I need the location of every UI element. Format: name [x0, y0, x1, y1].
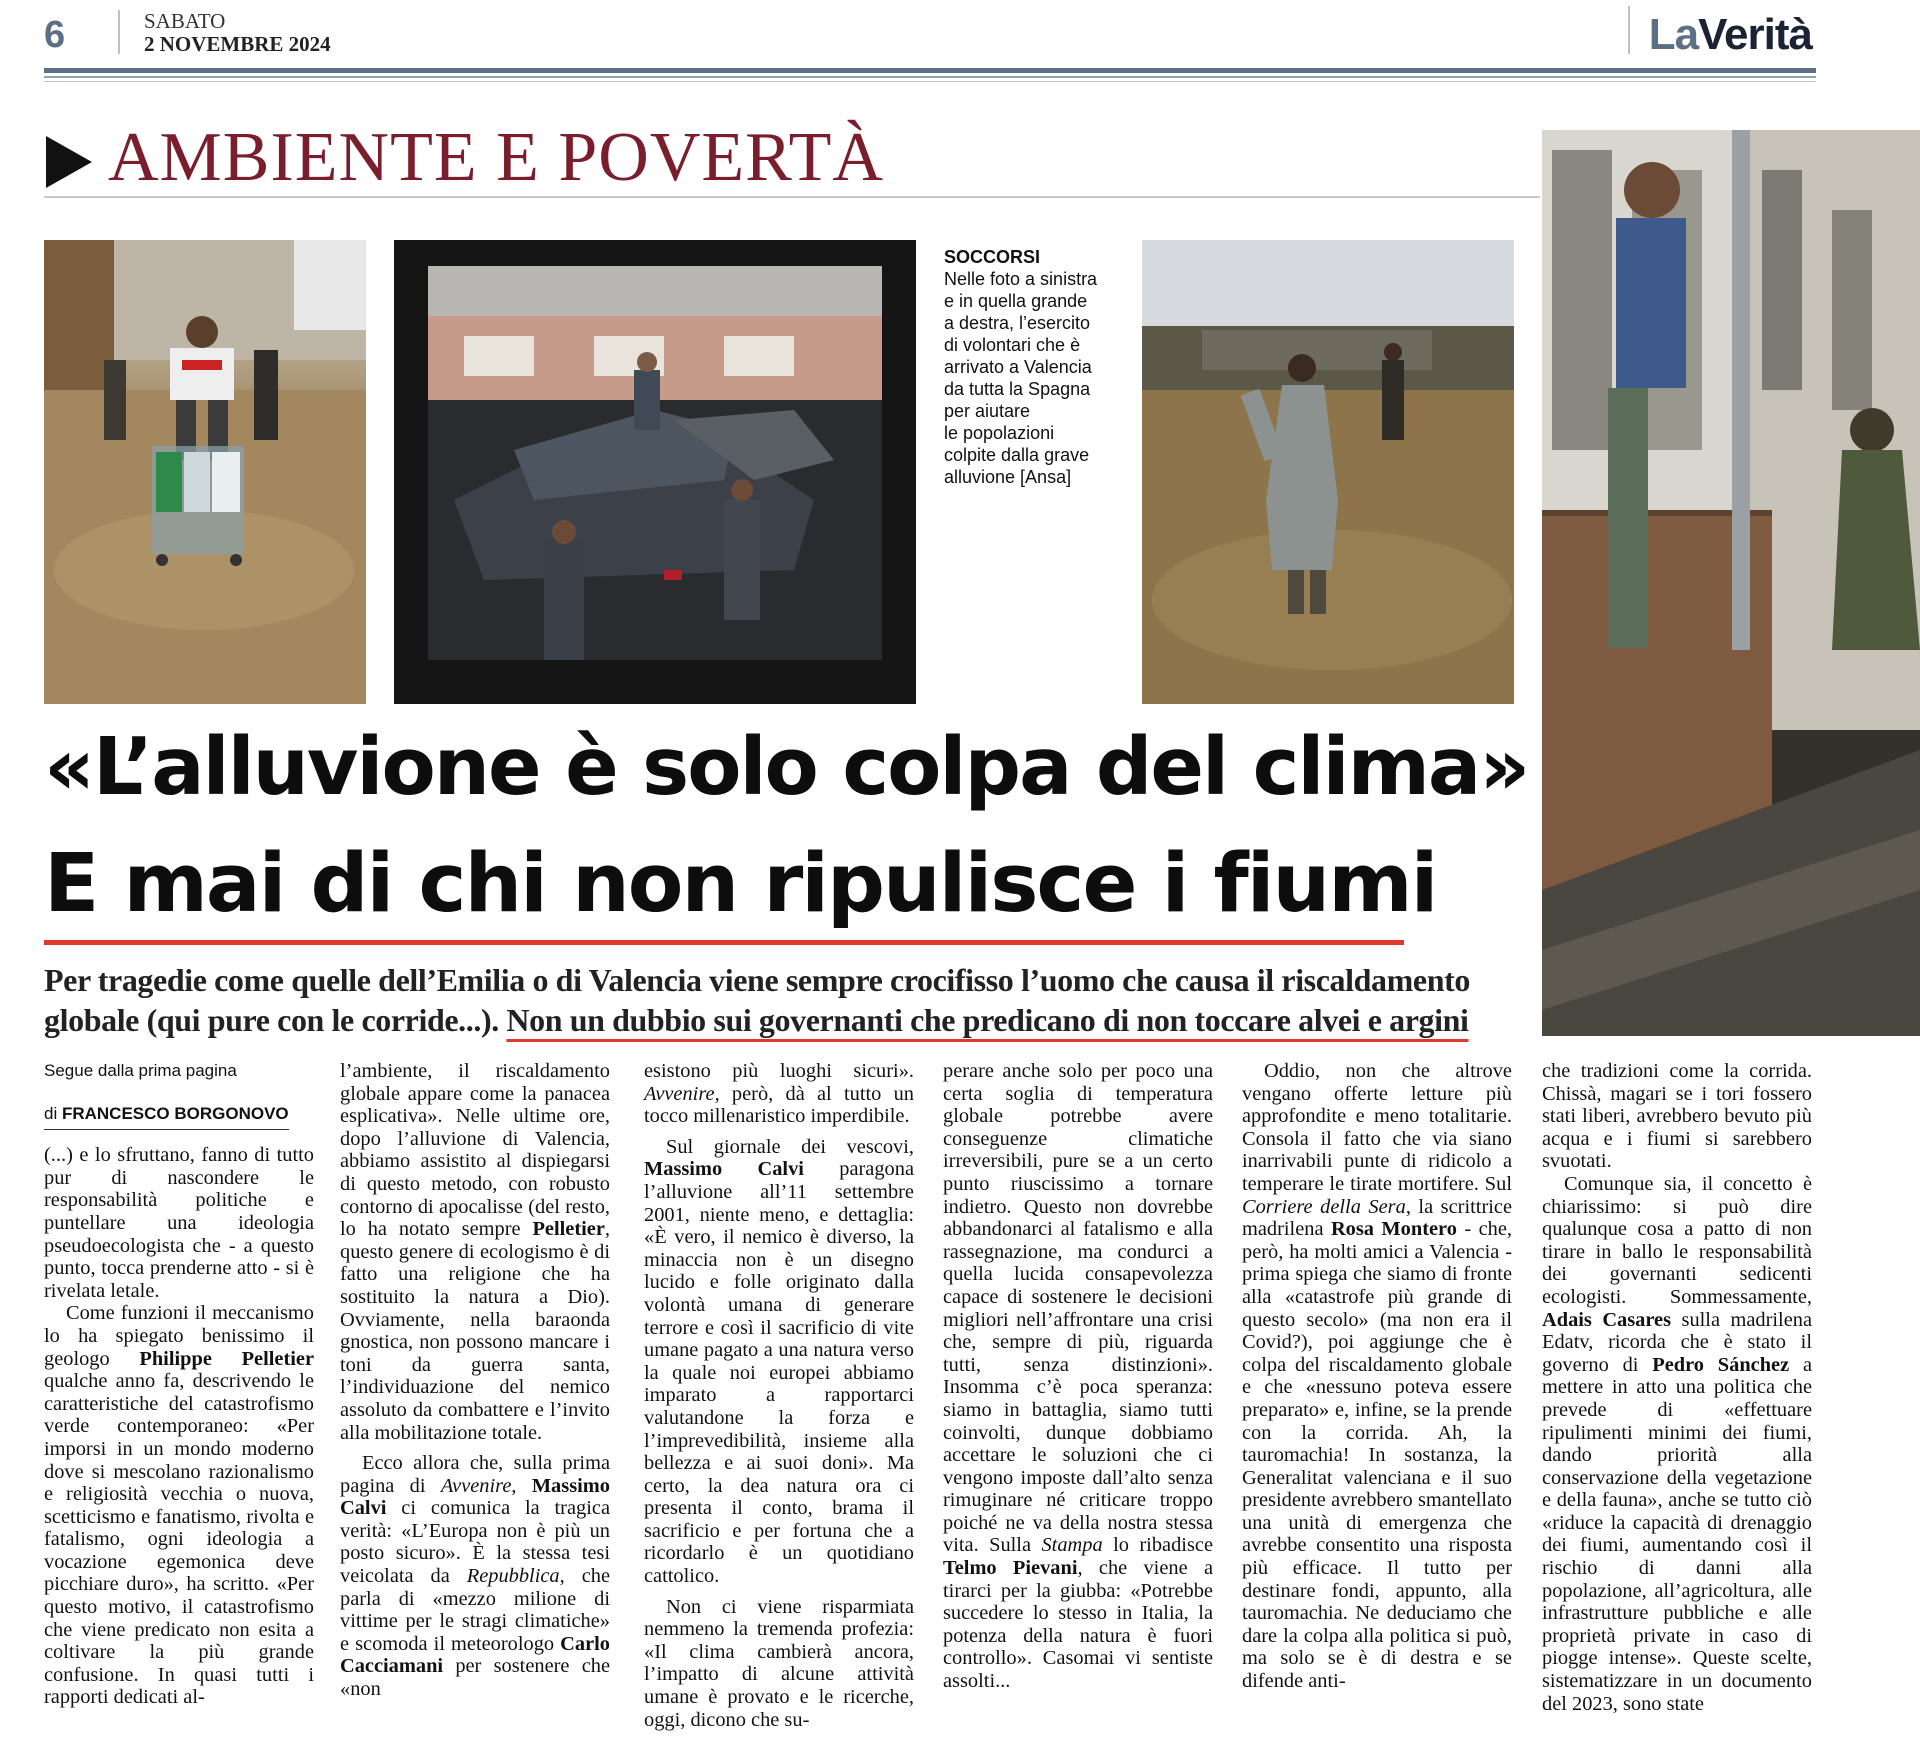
text: a mettere in atto una politica che prevede di «effettuare ripulimenti minimi dei fiumi, dando priorità alla conservazione della vegetazione e della fauna», anche se tutto ciò «riduce la capacità di drenaggio dei fiumi, aumentando così il rischio di danni alla popolazione, all’agricoltura, alle infrastrutture pubbliche e alle proprietà private in caso di piogge intense». Queste scelte, sistematizzare in un documento del 2023, sono state [1542, 1353, 1812, 1715]
subheadline-underlined: Non un dubbio sui governanti che predicano di non toccare alvei e argini [506, 1002, 1469, 1038]
paragraph [340, 1060, 610, 1444]
paragraph [644, 1136, 914, 1588]
paragraph [1242, 1060, 1512, 1693]
person-name: Telmo Pievani [943, 1557, 1078, 1580]
person-name: Pedro Sánchez [1652, 1353, 1790, 1376]
photo-street-graphic [1542, 130, 1920, 1036]
text: per sostenere che «non [340, 1655, 610, 1701]
person-name: Massimo Calvi [340, 1474, 610, 1520]
person-name: Carlo Cacciamani [340, 1632, 610, 1678]
paragraph: (...) e lo sfruttano, fanno di tutto pur di nascondere le responsabilità politiche e puntellare una ideologia pseudoecologista che - a questo punto, tocca prenderne atto - si è rivelata letale. [44, 1144, 314, 1302]
section-arrow-icon [46, 136, 92, 188]
masthead-rule-thin [44, 76, 1816, 78]
page-number: 6 [44, 14, 66, 56]
article-column-1 [44, 1060, 314, 1709]
logo-divider [1628, 6, 1630, 54]
publication-name: Avvenire [644, 1082, 715, 1105]
text: , però, dà al tutto un tocco millenaristico imperdibile. [644, 1082, 914, 1128]
issue-date [118, 10, 331, 54]
logo-la: La [1648, 10, 1699, 59]
issue-day: SABATO [144, 9, 226, 33]
subheadline-part-a: globale (qui pure con le corride...). [44, 1002, 499, 1038]
text: , che parla di «mezzo milione di vittime per le stragi climatiche» e scomoda il meteorologo [340, 1565, 610, 1655]
person-name: Rosa Montero [1330, 1218, 1457, 1241]
issue-date-text: 2 NOVEMBRE 2024 [144, 32, 331, 56]
text: Ecco allora che, sulla prima pagina di [340, 1452, 610, 1497]
headline-line-2: E mai di chi non ripulisce i fiumi [44, 837, 1437, 931]
caption-line: Nelle foto a sinistra [944, 269, 1098, 289]
article-column-6 [1542, 1060, 1812, 1715]
masthead-rule-hairline [44, 81, 1816, 82]
person-name: Pelletier [532, 1218, 605, 1241]
caption-line: colpite dalla grave [944, 445, 1090, 465]
caption-line: da tutta la Spagna [944, 379, 1091, 399]
caption-title: SOCCORSI [944, 247, 1041, 267]
publication-name: Repubblica [466, 1565, 560, 1588]
text: sulla madrilena Edatv, ricorda che è stato il governo di [1542, 1308, 1812, 1376]
text: , [511, 1474, 532, 1497]
text: Sul giornale dei vescovi, [666, 1135, 914, 1158]
caption-line: per aiutare [944, 401, 1031, 421]
text: l’ambiente, il riscaldamento globale appare come la panacea esplicativa». Nelle ultime ore, dopo l’alluvione di Valencia, abbiamo assistito al dispiegarsi di questo metodo, con robusto contorno di apocalisse (del resto, lo ha notato sempre [340, 1060, 610, 1241]
text: lo ribadisce [1102, 1534, 1213, 1557]
section-rule [44, 196, 1540, 198]
article-column-4 [943, 1060, 1213, 1693]
paragraph [44, 1302, 314, 1709]
photo-caption [944, 246, 1140, 488]
author-name: FRANCESCO BORGONOVO [61, 1103, 289, 1123]
caption-line: le popolazioni [944, 423, 1055, 443]
text: Comunque sia, il concetto è chiarissimo: si può dire qualunque cosa a patto di non tirare in ballo le responsabilità dei governanti sedicenti ecologisti. Sommessamente, [1542, 1172, 1812, 1308]
caption-line: a destra, l’esercito [944, 313, 1091, 333]
photo-street-cleanup [1542, 130, 1920, 1036]
byline-prefix: di [44, 1103, 58, 1123]
paragraph [1542, 1173, 1812, 1715]
subheadline-line-1: Per tragedie come quelle dell’Emilia o di Valencia viene sempre crocifisso l’uomo che causa il riscaldamento [44, 962, 1470, 998]
text: , questo genere di ecologismo è di fatto una religione che ha sostituito la natura a Dio). Ovviamente, nella baraonda gnostica, non possono mancare i toni da guerra santa, l’individuazione del nemico assoluto da combattere e l’invito alla mobilitazione totale. [340, 1218, 610, 1444]
segue-note: Segue dalla prima pagina [44, 1061, 237, 1080]
photo-piled-cars [394, 240, 916, 704]
text: , che viene a tirarci per la giubba: «Potrebbe succedere lo stesso in Italia, la potenza della natura è fuori controllo». Casomai vi sentiste assolti... [943, 1557, 1213, 1693]
photo-woman-floodwater [1142, 240, 1514, 704]
person-name: Philippe Pelletier [139, 1347, 315, 1370]
paragraph [340, 1452, 610, 1701]
caption-line: arrivato a Valencia [944, 357, 1092, 377]
text: paragona l’alluvione all’11 settembre 2001, niente meno, e dettaglia: «È vero, il nemico è diverso, la minaccia non è un disegno lucido e folle originato dalla volontà umana di generare terrore e così il sacrificio di vite umane pagato a una natura verso la quale noi europei abbiamo imparato a rapportarci valutandone la forza e l’imprevedibilità, insieme alla bellezza e ai suoi doni». Ma certo, la dea natura ora ci presenta il conto, brama il sacrificio e per fortuna che a ricordarlo è un quotidiano cattolico. [644, 1158, 914, 1588]
subheadline-line-2 [44, 1000, 1469, 1040]
paragraph [644, 1060, 914, 1128]
person-name: Massimo Calvi [644, 1158, 804, 1181]
caption-line: alluvione [Ansa] [944, 467, 1072, 487]
text: perare anche solo per poco una certa soglia di temperatura globale potrebbe avere conseguenze climatiche irreversibili, pure se a un certo punto riuscissimo a tornare indietro. Questo non dovrebbe abbandonarci al fatalismo e alla rassegnazione, ma condurci a quella lucida consapevolezza capace di sostenere le decisioni migliori nell’affrontare una crisi che, sempre di più, riguarda tutti, senza distinzioni». Insomma c’è poca speranza: siamo in battaglia, siamo tutti coinvolti, dunque dobbiamo accettare le soluzioni che ci vengono imposte dall’alto senza rimuginare né criticare troppo poiché ne va della nostra stessa vita. Sulla [943, 1060, 1213, 1557]
photo-cart-graphic [44, 240, 366, 704]
paragraph: che tradizioni come la corrida. Chissà, magari se i tori fossero stati liberi, avrebbero bevuto più acqua e i fiumi si sarebbero svuotati. [1542, 1060, 1812, 1173]
text: ci comunica la tragica verità: «L’Europa non è più un posto sicuro». È la stessa tesi veicolata da [340, 1497, 610, 1588]
photo-woman-graphic [1142, 240, 1514, 704]
headline-underline [44, 940, 1404, 945]
paragraph: Non ci viene risparmiata nemmeno la tremenda profezia: «Il clima cambierà ancora, l’impatto di alcune attività umane è provato e le ricerche, oggi, dicono che su- [644, 1595, 914, 1731]
logo-verita: Verità [1698, 10, 1812, 59]
photo-cars-graphic [394, 240, 916, 704]
publication-name: Corriere della Sera [1242, 1195, 1406, 1218]
publication-name: Stampa [1041, 1534, 1103, 1557]
article-column-2 [340, 1060, 610, 1701]
text: - che, però, ha molti amici a Valencia - prima spiega che siamo di fronte alla «catastrofe più grande di questo secolo» (ma non era il Covid?), poi aggiunge che è colpa del riscaldamento globale e che «nessuno poteva essere preparato» e, infine, se la prende con la corrida. Ah, la tauromachia! In sostanza, la Generalitat valenciana e il suo presidente avrebbero smantellato una unità di emergenza che avrebbe consentito una risposta più efficace. Il tutto per destinare fondi, appunto, alla tauromachia. Ne deduciamo che dare la colpa alla politica si può, ma solo se è di destra e se difende anti- [1242, 1218, 1512, 1693]
text: esistono più luoghi sicuri». [644, 1060, 914, 1082]
publication-name: Avvenire [440, 1474, 512, 1497]
section-title: AMBIENTE E POVERTÀ [108, 119, 884, 196]
paragraph [943, 1060, 1213, 1693]
text: qualche anno fa, descrivendo le caratteristiche del catastrofismo verde contemporaneo: «Per imporsi in un mondo moderno dove si mescolano razionalismo e religiosità vecchia o nuova, scetticismo e fanatismo, rivolta e fatalismo, ogni ideologia a vocazione egemonica deve picchiare duro», ha scritto. «Per questo motivo, il catastrofismo che viene predicato non esita a coltivare la più grande confusione. In quasi tutti i rapporti dedicati al- [44, 1370, 314, 1709]
masthead-rule [44, 68, 1816, 73]
newspaper-logo [1649, 10, 1812, 60]
text: Come funzioni il meccanismo lo ha spiegato benissimo il geologo [44, 1302, 314, 1370]
caption-line: e in quella grande [944, 291, 1088, 311]
article-column-3 [644, 1060, 914, 1731]
text: , la scrittrice madrilena [1242, 1195, 1512, 1241]
person-name: Adais Casares [1542, 1308, 1672, 1331]
photo-cart-in-mud [44, 240, 366, 704]
article-column-5 [1242, 1060, 1512, 1693]
text: Oddio, non che altrove vengano offerte letture più approfondite e meno totalitarie. Consola il fatto che via siano inarrivabili punte di ridicolo a temperare le tirate mortifere. Sul [1242, 1060, 1512, 1195]
byline [44, 1103, 289, 1131]
caption-line: di volontari che è [944, 335, 1081, 355]
headline-line-1: «L’alluvione è solo colpa del clima» [44, 721, 1529, 813]
